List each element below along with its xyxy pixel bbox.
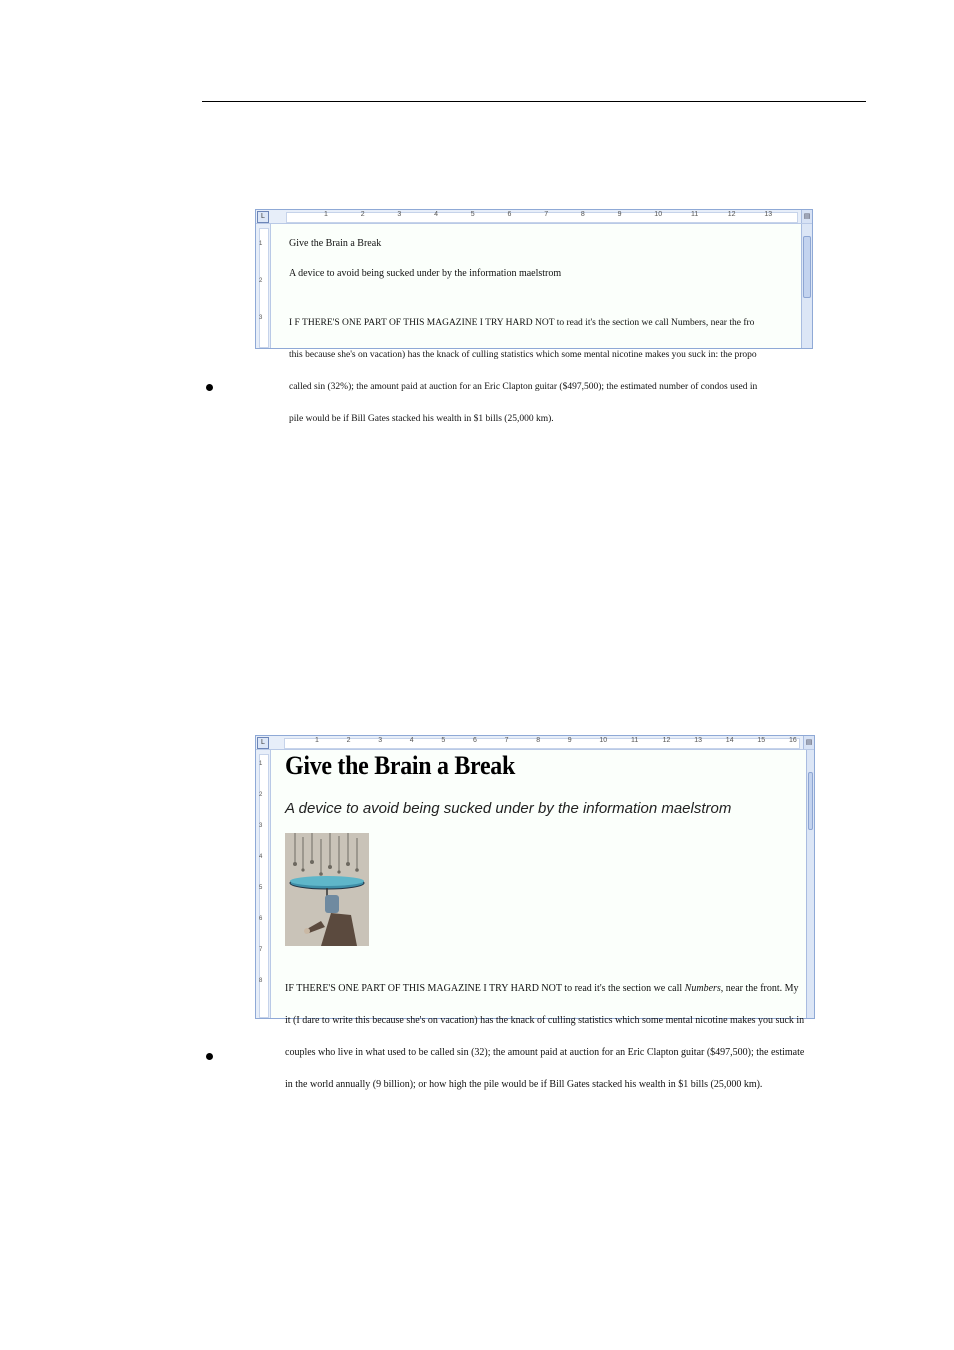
body-line: in the world annually (9 billion); or how high the pile would be if Bill Gates stacked his wealth in $1 bills (25,000 km). [285, 1078, 763, 1090]
word-screenshot-2 [255, 735, 815, 1090]
vruler-number: 8 [259, 978, 263, 984]
tab-selector-icon[interactable]: L [257, 211, 269, 223]
ruler-number: 6 [473, 737, 477, 744]
body-line: this because she's on vacation) has the knack of culling statistics which some mental nicotine makes you suck in: the propo [289, 349, 757, 360]
illustration-image [285, 833, 369, 946]
vruler-number: 3 [259, 823, 263, 829]
article-illustration [285, 833, 369, 946]
scrollbar-thumb[interactable] [803, 236, 811, 298]
doc-title: Give the Brain a Break [285, 751, 516, 780]
bullet-1 [206, 384, 213, 391]
ruler-number: 8 [536, 737, 541, 744]
ruler-number: 5 [470, 211, 475, 218]
doc-title: Give the Brain a Break [289, 238, 382, 249]
tab-selector-icon[interactable]: L [257, 737, 269, 749]
horizontal-ruler[interactable] [256, 210, 812, 224]
ruler-number: 4 [434, 211, 438, 218]
document-page[interactable] [271, 224, 801, 424]
doc-body [289, 297, 809, 445]
vruler-number: 1 [259, 761, 263, 767]
ruler-number: 3 [397, 211, 402, 218]
body-line: pile would be if Bill Gates stacked his wealth in $1 bills (25,000 km). [289, 413, 554, 424]
ruler-number: 9 [567, 737, 572, 744]
ruler-number: 10 [599, 737, 608, 744]
ruler-number: 5 [441, 737, 446, 744]
scrollbar-thumb[interactable] [808, 772, 813, 830]
ruler-number: 3 [378, 737, 383, 744]
vertical-scrollbar[interactable] [801, 224, 812, 348]
vertical-ruler[interactable] [256, 224, 271, 348]
vertical-ruler[interactable] [256, 750, 271, 1018]
word-screenshot-1 [255, 209, 813, 424]
ruler-number: 16 [789, 737, 797, 744]
vruler-number: 5 [259, 885, 263, 891]
vruler-number: 2 [259, 278, 263, 284]
ruler-number: 11 [631, 737, 639, 744]
ruler-number: 10 [654, 211, 663, 218]
ruler-number: 13 [694, 737, 702, 744]
body-line: I F THERE'S ONE PART OF THIS MAGAZINE I TRY HARD NOT to read it's the section we call Numbers, near the fro [289, 318, 755, 329]
ruler-number: 9 [617, 211, 622, 218]
vertical-scrollbar[interactable] [806, 750, 814, 1018]
ruler-number: 7 [544, 211, 549, 218]
body-line: called sin (32%); the amount paid at auction for an Eric Clapton guitar ($497,500); the estimated number of condos used in [289, 381, 758, 392]
ruler-number: 12 [662, 737, 671, 744]
vruler-number: 4 [259, 854, 263, 860]
doc-subtitle: A device to avoid being sucked under by the information maelstrom [289, 268, 562, 279]
body-line: it (I dare to write this because she's on vacation) has the knack of culling statistics which some mental nicotine makes you suck in [285, 1014, 805, 1026]
vruler-number: 2 [259, 792, 263, 798]
doc-body [285, 963, 815, 1111]
vruler-number: 3 [259, 315, 263, 321]
bullet-2 [206, 1053, 213, 1060]
ruler-number: 8 [580, 211, 585, 218]
body-line: couples who live in what used to be called sin (32); the amount paid at auction for an Eric Clapton guitar ($497,500); the estimate [285, 1046, 805, 1058]
ruler-number: 6 [507, 211, 512, 218]
ruler-number: 11 [691, 211, 699, 218]
ruler-number: 2 [360, 211, 365, 218]
ruler-number: 12 [727, 211, 736, 218]
ruler-number: 2 [346, 737, 351, 744]
view-ruler-button[interactable]: ▤ [801, 210, 812, 223]
ruler-number: 7 [504, 737, 509, 744]
ruler-number: 13 [764, 211, 773, 218]
vruler-number: 7 [259, 947, 263, 953]
ruler-number: 1 [324, 211, 328, 218]
ruler-number: 1 [315, 737, 319, 744]
ruler-number: 15 [757, 737, 766, 744]
doc-subtitle: A device to avoid being sucked under by the information maelstrom [285, 800, 732, 817]
ruler-number: 14 [725, 737, 734, 744]
header-rule [202, 101, 866, 102]
vruler-number: 6 [259, 916, 263, 922]
view-ruler-button[interactable]: ▤ [803, 736, 814, 749]
document-page[interactable] [271, 750, 806, 1090]
ruler-number: 4 [409, 737, 414, 744]
body-line: IF THERE'S ONE PART OF THIS MAGAZINE I TRY HARD NOT to read it's the section we call Numbers, near the front. My [285, 983, 799, 995]
horizontal-ruler[interactable] [256, 736, 814, 750]
vruler-number: 1 [259, 241, 263, 247]
